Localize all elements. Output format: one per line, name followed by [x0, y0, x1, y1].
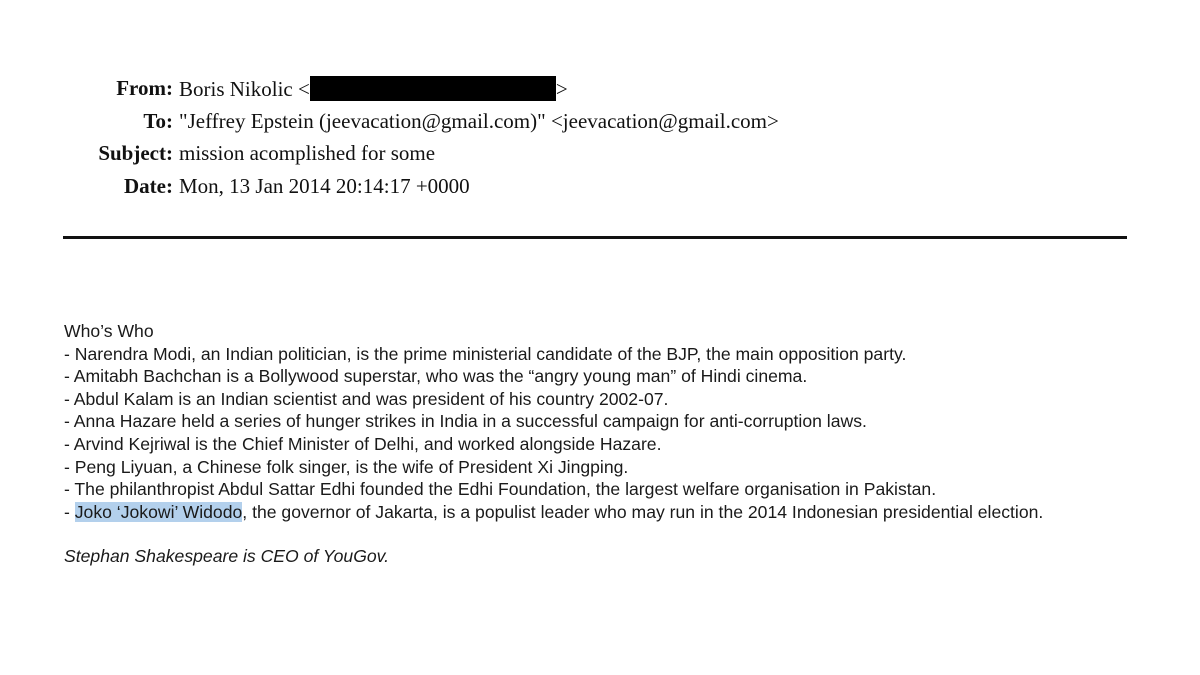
list-item: - Peng Liyuan, a Chinese folk singer, is the wife of President Xi Jingping. [64, 456, 629, 477]
date-row [0, 174, 1200, 207]
list-item-prefix: - [64, 501, 75, 522]
list-item: - Abdul Kalam is an Indian scientist and was president of his country 2002-07. [64, 388, 669, 409]
date-label: Date: [124, 173, 173, 198]
email-body [64, 320, 1124, 568]
from-value [179, 76, 568, 102]
subject-row [0, 141, 1200, 174]
redaction-box [310, 76, 556, 101]
email-header [0, 76, 1200, 206]
list-item: - The philanthropist Abdul Sattar Edhi founded the Edhi Foundation, the largest welfare organisation in Pakistan. [64, 479, 937, 500]
to-value: "Jeffrey Epstein (jeevacation@gmail.com)" <jeevacation@gmail.com> [179, 108, 779, 133]
list-item-rest: , the governor of Jakarta, is a populist leader who may run in the 2014 Indonesian presidential election. [242, 501, 1044, 522]
list-item-jokowi [64, 501, 1124, 524]
signature: Stephan Shakespeare is CEO of YouGov. [64, 546, 390, 567]
list-item: - Amitabh Bachchan is a Bollywood superstar, who was the “angry young man” of Hindi cinema. [64, 366, 808, 387]
body-heading: Who’s Who [64, 321, 154, 341]
list-item: - Arvind Kejriwal is the Chief Minister of Delhi, and worked alongside Hazare. [64, 433, 662, 454]
list-item: - Anna Hazare held a series of hunger strikes in India in a successful campaign for anti-corruption laws. [64, 411, 867, 432]
highlighted-text[interactable]: Joko ‘Jokowi’ Widodo [74, 501, 243, 522]
subject-value: mission acomplished for some [179, 141, 436, 166]
to-label: To: [143, 108, 173, 133]
from-close: > [555, 77, 568, 101]
list-item: - Narendra Modi, an Indian politician, is the prime ministerial candidate of the BJP, the main opposition party. [64, 343, 907, 364]
to-row [0, 109, 1200, 142]
from-name: Boris Nikolic < [179, 77, 310, 101]
date-value: Mon, 13 Jan 2014 20:14:17 +0000 [179, 173, 470, 198]
subject-label: Subject: [98, 141, 173, 166]
from-label: From: [116, 76, 173, 100]
header-divider [63, 236, 1127, 239]
from-row [0, 76, 1200, 109]
